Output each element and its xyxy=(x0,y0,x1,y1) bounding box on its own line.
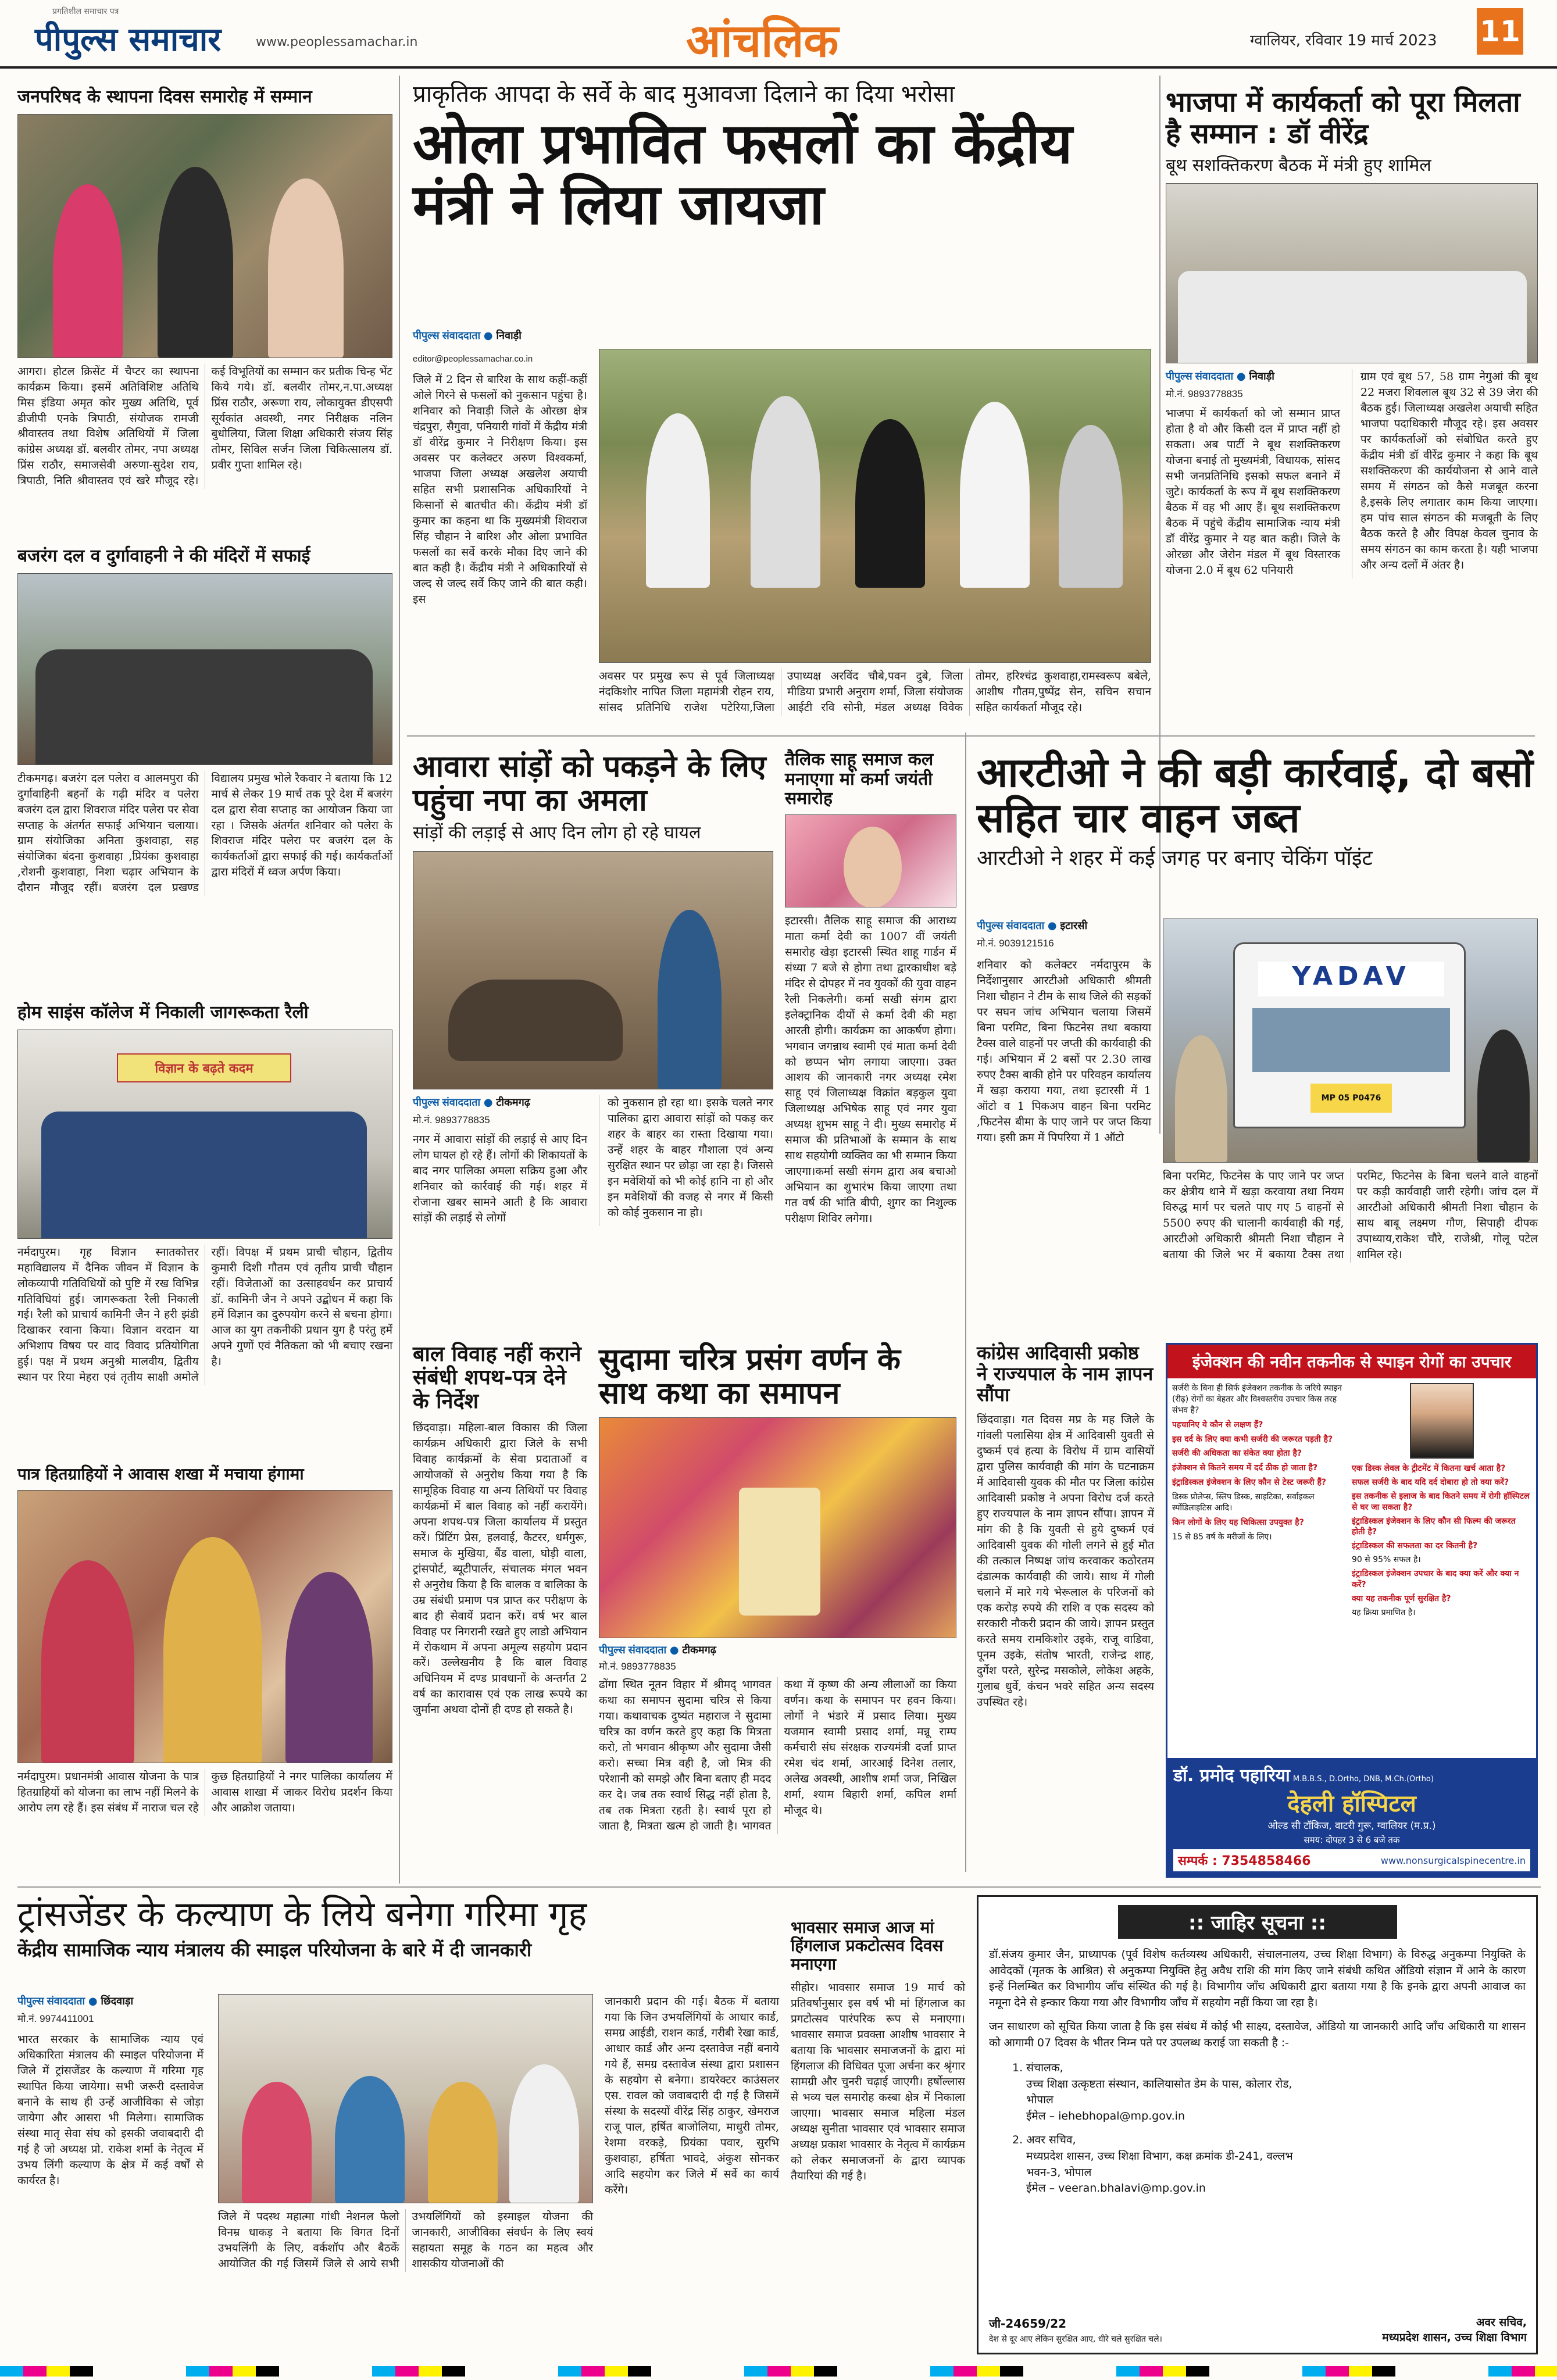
sudama-mobile: मो.नं. 9893778835 xyxy=(599,1661,676,1673)
rto-text-3: टैक्स तथा परमिट, फिटनेस के बिना चलने वाले वाहनों पर कड़ी कार्यवाही जारी रहेगी। जांच दल में आरटीओ अधिकारी श्रीमती निशा चौहान के साथ बाबू लक्ष्मण गौण, सिपाही दीपक उपाध्याय,राकेश चौरे, राजेश्री, गोलू पटेल शामिल रहे। xyxy=(1302,1170,1538,1261)
ad-left-8: 15 से 85 वर्ष के मरीजों के लिए। xyxy=(1172,1532,1272,1542)
bajrang-text-1: टीकमगढ़। बजरंग दल पलेरा व आलमपुरा की दुर्गावाहिनी बहनों के गढ़ी मंदिर व पलेरा बजरंग दल द्वारा शिवराज मंदिर पलेरा पर सेवा सप्ताह के अंतर्गत सफाई अभियान चलाया। ग्राम संयोजिका अनिता कुशवाहा, सह संयोजिका बंदना कुशवाहा ,प्रियंका कुशवाहा ,रोशनी कुशवाहा, निशा चढ़ार अभियान के दौरान मौजूद रहीं। बजरंग दल xyxy=(17,771,199,895)
homescience-text-1: नर्मदापुरम। गृह विज्ञान स्नातकोत्तर महाविद्यालय में दैनिक जीवन में विज्ञान के लोकव्यापी गतिविधियों को पुष्टि में रख विभिन्न गतिविधियां हुई। जागरूकता रैली निकाली गई। रैली को प्राचार्य कामिनी जैन ने हरी झंडी दिखाकर रवाना किया। विज्ञान वरदान या अभिशाप विषय पर वाद विवाद प्रतियोगिता हुई। पक्ष में प्रथम अनुश्री मालवीय, द्वितीय स्थान पर रिया मेहरा एवं xyxy=(17,1245,199,1384)
awas-text-1: नर्मदापुरम। प्रधानमंत्री आवास योजना के पात्र हितग्राहियों को योजना का लाभ नहीं मिलने के आरोप लग रहे हैं। इस संबंध में xyxy=(17,1770,199,1815)
notice-headline: :: जाहिर सूचना :: xyxy=(1118,1905,1397,1939)
ad-left-6: डिस्क प्रोलेप्स, स्लिप डिस्क, साइटिका, सर्वाइकल स्पोंडिलाइटिस आदि। xyxy=(1172,1492,1315,1513)
ad-right-1: सफल सर्जरी के बाद यदि दर्द दोबारा हो तो क्या करें? xyxy=(1352,1477,1509,1487)
bajrang-headline: बजरंग दल व दुर्गावाहनी ने की मंदिरों में सफाई xyxy=(17,546,310,566)
awara-text-2: को नुकसान हो रहा था। इसके चलते नगर पालिका द्वारा आवारा सांड़ों को पकड़ कर शहर के बाहर का रास्ता दिखाया गया। उन्हें शहर के बाहर गौशाला एवं अन्य सुरक्षित स्थान पर छोड़ा जा रहा है। जिससे इन मवेशियों को भी कोई हानि ना हो और इन मवेशियों की वजह से नगर में किसी को कोई नुकसान ना हो। xyxy=(599,1095,773,1226)
transgender-mobile: मो.नं. 9974411001 xyxy=(17,2013,94,2024)
ola-place: निवाड़ी xyxy=(496,330,522,342)
hospital-ad xyxy=(1166,1343,1538,1878)
bhajpa-place: निवाड़ी xyxy=(1249,370,1274,383)
notice-sign-2: मध्यप्रदेश शासन, उच्च शिक्षा विभाग xyxy=(1382,2331,1527,2344)
ad-address: ओल्ड सी टॉकिज, वाटरी गुरू, ग्वालियर (म.प्र.) xyxy=(1267,1820,1436,1832)
logo: पीपुल्स समाचार xyxy=(35,21,222,59)
awara-headline: आवारा सांड़ों को पकड़ने के लिए पहुंचा नपा का अमला xyxy=(413,749,766,819)
rto-headline: आरटीओ ने की बड़ी कार्रवाई, दो बसों सहित चार वाहन जब्त xyxy=(977,749,1533,842)
ola-kicker: प्राकृतिक आपदा के सर्वे के बाद मुआवजा दिलाने का दिया भरोसा xyxy=(413,81,955,108)
notice-para-1: डॉ.संजय कुमार जैन, प्राध्यापक (पूर्व विशेष कर्तव्यस्थ अधिकारी, संचालनालय, उच्च शिक्षा विभाग) के विरुद्ध अनुकम्पा नियुक्ति के आवेदकों (मृतक के आश्रित) से अनुकम्पा नियुक्ति हेतु अवैध राशि की मांग किए जाने संबंधी कथित ऑडियो संज्ञान में आने के कारण इन्हें निलम्बित कर विभागीय जाँच संस्थित की गई है। विभागीय जाँच अधिकारी द्वारा बताया गया है कि इनके द्वारा अपनी आवाज का नमूना देने से इन्कार किया गया और विभागीय जाँच में सहयोग नहीं किया जा रहा है। xyxy=(989,1948,1526,2009)
ad-website: www.nonsurgicalspinecentre.in xyxy=(1380,1854,1526,1866)
tailik-article xyxy=(785,750,956,1227)
janparishad-article xyxy=(17,87,392,489)
awas-photo xyxy=(17,1490,392,1763)
tailik-headline: तैलिक साहू समाज कल मनाएगा मां कर्मा जयंती समारोह xyxy=(785,749,934,809)
ola-byline: पीपुल्स संवाददाता xyxy=(413,330,481,341)
ad-doctor: डॉ. प्रमोद पहारिया xyxy=(1173,1766,1290,1786)
notice-addr1-title: 1. संचालक, xyxy=(1012,2061,1063,2075)
balvivah-text: छिंदवाड़ा। महिला-बाल विकास की जिला कार्यक्रम अधिकारी द्वारा जिले के सभी विवाह कार्यक्रमों के सेवा प्रदाताओं व आयोजकों से अनुरोध किया गया है कि सामूहिक विवाह या अन्य तिथियों पर विवाह कार्यक्रमों में बाल विवाह को नहीं करायेंगे। अपना शपथ-पत्र जिला कार्यालय में प्रस्तुत करें। प्रिंटिंग प्रेस, हलवाई, कैटरर, धर्मगुरू, समाज के मुखिया, बैंड वाला, घोड़ी वाला, ट्रांसपोर्ट, ब्यूटीपार्लर, संचालक मंगल भवन से अनुरोध किया है कि बालक व बालिका के उम्र संबंधी प्रमाण पत्र प्राप्त कर परीक्षण के बाद ही सेवायें प्रदान करें। वर्ष भर बाल विवाह पर निगरानी रखते हुए लाडो अभियान में रोकथाम में अपना अमूल्य सहयोग प्रदान करें। उल्लेखनीय है कि बाल विवाह अधिनियम में दण्ड प्रावधानों के अन्तर्गत 2 वर्ष का कारावास एवं एक लाख रूपये का जुर्माना अथवा दोनों ही दण्ड हो सकते है। xyxy=(413,1421,587,1717)
sudama-text-2: तब तक मित्रता रहती है। स्वार्थ पूरा हो जाता है, मित्रता खत्म हो जाती है। भागवत कथा में कृष्ण की अन्य लीलाओं का किया वर्णन। कथा के समापन पर हवन किया। लोगों ने भंडारे में प्रसाद लिया। मुख्य यजमान स्वामी प्रसाद शर्मा, मन्नू राम्प कर्मचारी संघ संरक्षक राज्यमंत्री दर्जा प्राप्त रमेश चंद शर्मा, आरआई दिनेश तलार, अलेख अवस्थी, आशीष शर्मा जज, निखिल शर्मा, श्याम बिहारी शर्मा, कपिल शर्मा मौजूद थे। xyxy=(599,1678,956,1833)
ola-headline: ओला प्रभावित फसलों का केंद्रीय मंत्री ने लिया जायजा xyxy=(413,110,1073,238)
homescience-article xyxy=(17,1003,392,1385)
bhajpa-mobile: मो.नं. 9893778835 xyxy=(1166,388,1243,400)
congress-headline: कांग्रेस आदिवासी प्रकोष्ठ ने राज्यपाल के नाम ज्ञापन सौंपा xyxy=(977,1342,1154,1406)
notice-para-2: जन साधारण को सूचित किया जाता है कि इस संबंध में कोई भी साक्ष्य, दस्तावेज, ऑडियो या जानकारी आदि जाँच अधिकारी या शासन को आगामी 07 दिवस के भीतर निम्न पते पर उपलब्ध कराई जा सकती है :- xyxy=(989,2020,1526,2049)
tailik-text: इटारसी। तैलिक साहू समाज की आराध्य माता कर्मा देवी का 1007 वीं जयंती समारोह खेड़ा इटारसी स्थित शाहू गार्डन में संध्या 7 बजे से होगा तथा द्वारकाधीश बड़े मंदिर से दोपहर में नव युवकों की युवा वाहन रैली निकलेगी। कर्मा सखी संगम द्वारा इलेक्ट्रानिक दीयों से कर्मा देवी की महा आरती होगी। कार्यक्रम का आकर्षण होगा। भगवान जगन्नाथ स्वामी एवं माता कर्मा देवी को छप्पन भोग लगाया जाएगा। उक्त आशय की जानकारी नगर अध्यक्ष रमेश साहू एवं जिलाध्यक्ष विक्रांत बड़कुल युवा जिलाध्यक्ष अभिषेक साहू एवं नगर युवा अध्यक्ष शुभम साहू ने दी। मुख्य समारोह में समाज की प्रतिभाओं के सम्मान के साथ साथ सहयोगी व्यक्तिव का भी सम्मान किया जाएगा।कर्मा सखी संगम द्वारा अब बचाओ अभियान का शुभारंभ किया जाएगा तथा गत वर्ष की भांति बीपी, शुगर का निशुल्क परीक्षण शिविर लगेगा। xyxy=(785,914,956,1225)
logo-tagline: प्रगतिशील समाचार पत्र xyxy=(52,7,119,16)
bajrang-photo xyxy=(17,573,392,765)
ad-left-2: इस दर्द के लिए क्या कभी सर्जरी की जरूरत पड़ती है? xyxy=(1172,1434,1333,1444)
homescience-text-2: तृतीय साक्षी अमोले रहीं। विपक्ष में प्रथम प्राची चौहान, द्वितीय कुमारी दिशी गौतम एवं तृतीय प्राची चौहान रहीं। विजेताओं का उत्साहवर्धन कर प्राचार्य डॉ. कामिनी जैन ने अपने उद्बोधन में कहा कि हमें विज्ञान का दुरुपयोग करने से बचना होगा। आज का युग तकनीकी प्रधान युग है परंतु हमें अपने गुणों एवं नैतिकता को भी बचाए रखना है। xyxy=(120,1245,392,1384)
ola-text-3: उपाध्यक्ष अरविंद चौबे,पवन दुबे, जिला मीडिया प्रभारी अनुराग शर्मा, जिला संयोजक आईटी रवि सोनी, मंडल अध्यक्ष विवेक तोमर, xyxy=(787,670,999,714)
bhavsar-text: सीहोर। भावसार समाज 19 मार्च को प्रतिवर्षानुसार इस वर्ष भी मां हिंगलाज का प्रगटोत्सव पारंपरिक रूप से मनाएगा। भावसार समाज प्रवक्ता आशीष भावसार ने बताया कि भावसार समाजजनों के द्वारा मां हिंगलाज की विधिवत पूजा अर्चना कर श्रृंगार सामग्री और चुनरी चढ़ाई जाएगी। हर्षोल्लास से भव्य चल समारोह कस्बा क्षेत्र में निकाला जाएगा। भावसार समाज महिला मंडल अध्यक्ष सुनीता भावसार एवं भावसार समाज अध्यक्ष प्रकाश भावसार के नेतृत्व में कार्यक्रम को लेकर समाजजनों के द्वारा व्यापक तैयारियां की गई है। xyxy=(791,1981,965,2182)
sudama-article: सुदामा चरित्र प्रसंग वर्णन के साथ कथा का समापन पीपुल्स संवाददाता ● टीकमगढ़ मो.नं. 9893778835 ढोंगा स्थित नूतन विहार में श्रीमद् भागवत कथा का समापन सुदामा चरित्र से किया गया। कथावाचक दुष्यंत महाराज ने सुदामा चरित्र का वर्णन करते हुए कहा कि मित्रता करो, तो भगवान श्रीकृष्ण और सुदामा जैसी करो। सच्चा मित्र वही है, जो मित्र की परेशानी को समझे और बिना बताए ही मदद कर दे। जब तक स्वार्थ सिद्ध नहीं होता है, तब तक मित्रता रहती है। स्वार्थ पूरा हो जाता है, मित्रता खत्म हो जाती है। भागवत कथा में कृष्ण की अन्य लीलाओं का किया वर्णन। कथा के समापन पर हवन किया। लोगों ने भंडारे में प्रसाद लिया। मुख्य यजमान स्वामी प्रसाद शर्मा, मन्नू राम्प कर्मचारी संघ संरक्षक राज्यमंत्री दर्जा प्राप्त रमेश चंद शर्मा, आरआई दिनेश तलार, अलेख अवस्थी, आशीष शर्मा जज, निखिल शर्मा, श्याम बिहारी शर्मा, कपिल शर्मा मौजूद थे। xyxy=(599,1342,956,1833)
transgender-text-3: आये सभी उभयलिंगियों को इस्माइल योजना की जानकारी, आजीविका संवर्धन के लिए स्वयं सहायता समूह के गठन का महत्व और शासकीय योजनाओं की xyxy=(358,2210,593,2270)
color-bar xyxy=(0,2366,1557,2377)
ad-left-5: इंट्राडिस्कल इंजेक्शन के लिए कौन से टेस्ट जरूरी हैं? xyxy=(1172,1478,1327,1488)
ola-article xyxy=(413,81,1151,236)
doctor-photo xyxy=(1410,1383,1474,1459)
awara-byline: पीपुल्स संवाददाता xyxy=(413,1096,481,1109)
public-notice xyxy=(977,1895,1538,2354)
ad-right-5: 90 से 95% सफल है। xyxy=(1352,1555,1421,1565)
page-number: 11 xyxy=(1477,8,1523,55)
balvivah-headline: बाल विवाह नहीं कराने संबंधी शपथ-पत्र देने के निर्देश xyxy=(413,1342,581,1413)
bhajpa-byline: पीपुल्स संवाददाता xyxy=(1166,370,1234,383)
notice-sign-1: अवर सचिव, xyxy=(1476,2316,1527,2329)
homescience-headline: होम साइंस कॉलेज में निकाली जागरूकता रैली xyxy=(17,1002,309,1023)
section-title: आंचलिक xyxy=(686,15,839,67)
transgender-headline: ट्रांसजेंडर के कल्याण के लिये बनेगा गरिमा गृह xyxy=(17,1894,587,1935)
sudama-text-1: ढोंगा स्थित नूतन विहार में श्रीमद् भागवत कथा का समापन सुदामा चरित्र से किया गया। कथावाचक दुष्यंत महाराज ने सुदामा चरित्र का वर्णन करते हुए कहा कि मित्रता करो, तो भगवान श्रीकृष्ण और सुदामा जैसी करो। सच्चा मित्र वही है, जो मित्र की परेशानी को समझे और बिना बताए ही मदद कर दे। जब तक स्वार्थ सिद्ध नहीं होता है, xyxy=(599,1678,772,1802)
ad-doctor-quals: M.B.B.S., D.Ortho, DNB, M.Ch.(Ortho) xyxy=(1292,1775,1434,1784)
rto-kicker: आरटीओ ने शहर में कई जगह पर बनाए चेकिंग पॉइंट xyxy=(977,846,1373,870)
transgender-kicker: केंद्रीय सामाजिक न्याय मंत्रालय की स्माइल परियोजना के बारे में दी जानकारी xyxy=(17,1939,532,1961)
janparishad-text-2: श्रीवास्तव एवं खरे मौजूद रहे।कई विभूतियों का सम्मान कर प्रतीक चिन्ह भेंट किये गये। डॉ. बलवीर तोमर,न.पा.अध्यक्ष प्रिंस राठौर, अरूणा राय, लोकायुक्त डीएसपी सूर्यकांत अवस्थी, नगर निरीक्षक नलिन बुधोलिया, जिला शिक्षा अधिकारी संजय सिंह तोमर, सिविल सर्जन जिला चिकित्सालय डॉ. प्रवीर गुप्ता शामिल रहे। xyxy=(77,364,392,488)
homescience-banner: विज्ञान के बढ़ते कदम xyxy=(117,1053,291,1082)
notice-addr2-email: ईमेल – veeran.bhalavi@mp.gov.in xyxy=(1026,2182,1206,2195)
ad-left-0: सर्जरी के बिना ही सिर्फ इंजेक्शन तकनीक के जरिये स्पाइन (रीढ़) रोगों का बेहतर और विश्वस्तरीय उपचार किस तरह संभव है? xyxy=(1172,1384,1342,1415)
homescience-photo xyxy=(17,1030,392,1239)
transgender-photo xyxy=(218,1994,593,2203)
ad-right-2: इस तकनीक से इलाज के बाद कितने समय में रोगी हॉस्पिटल से घर जा सकता है? xyxy=(1352,1491,1530,1512)
rto-place: इटारसी xyxy=(1060,920,1088,932)
ad-right-0: एक डिस्क लेवल के ट्रीटमेंट में कितना खर्च आता है? xyxy=(1352,1464,1506,1473)
rto-byline: पीपुल्स संवाददाता xyxy=(977,920,1045,931)
ad-left-4: इंजेक्शन से कितने समय में दर्द ठीक हो जाता है? xyxy=(1172,1463,1318,1473)
awas-text-2: नाराज चल रहे कुछ हितग्राहियों ने नगर पालिका कार्यालय में आवास शाखा में जाकर विरोध प्रदर्शन किया और आक्रोश जताया। xyxy=(142,1770,392,1815)
ad-left-3: सर्जरी की अधिकता का संकेत क्या होता है? xyxy=(1172,1449,1302,1459)
ad-right-8: यह क्रिया प्रमाणित है। xyxy=(1352,1607,1416,1617)
ad-left-1: पहचानिए ये कौन से लक्षण हैं? xyxy=(1172,1420,1263,1430)
ad-hospital: देहली हॉस्पिटल xyxy=(1287,1791,1416,1817)
rto-photo xyxy=(1163,919,1538,1163)
ad-right-4: इंट्राडिस्कल की सफलता का दर कितनी है? xyxy=(1352,1541,1478,1551)
awara-photo xyxy=(413,851,773,1089)
ola-text-4: हरिश्चंद्र कुशवाहा,रामस्वरूप बबेले, आशीष गौतम,पुष्पेंद्र सेन, सचिन सचान सहित कार्यकर्ता मौजूद रहे। xyxy=(976,670,1151,714)
bhavsar-headline: भावसार समाज आज मां हिंगलाज प्रकटोत्सव दिवस मनाएगा xyxy=(791,1918,944,1974)
sudama-photo xyxy=(599,1417,956,1638)
ad-left-7: किन लोगों के लिए यह चिकित्सा उपयुक्त है? xyxy=(1172,1517,1304,1527)
awara-mobile: मो.नं. 9893778835 xyxy=(413,1114,490,1126)
sudama-headline: सुदामा चरित्र प्रसंग वर्णन के साथ कथा का समापन xyxy=(599,1342,901,1411)
rto-bus-label: YADAV xyxy=(1258,962,1444,996)
ad-right-6: इंट्राडिस्कल इंजेक्शन उपचार के बाद क्या करें और क्या न करें? xyxy=(1352,1569,1519,1590)
ad-phone: 7354858466 xyxy=(1222,1854,1311,1868)
janparishad-text-1: आगरा। होटल क्रिसेंट में चैप्टर का स्थापना कार्यक्रम किया। इसमें अतिविशिष्ट अतिथि मिस इंडिया अमृत कोर मुख्य अतिथि, पूर्व डीजीपी एनके त्रिपाठी, संयोजक रामजी श्रीवास्तव तथा विशेष अतिथियों में जिला कांग्रेस अध्यक्ष डॉ. बलवीर तोमर, नपा अध्यक्ष प्रिंस राठौर, समाजसेवी अरुणा-सुदेश राय, त्रिपाठी, निति xyxy=(17,364,199,488)
rto-text-2: बिना परमिट, फिटनेस के पाए जाने पर जप्त कर क्षेत्रीय थाने में खड़ा करवाया तथा नियम विरुद्ध मार्ग पर चलते पाए गए 5 वाहनों से 5500 रुपए की चालानी कार्यवाही की गई, आरटीओ अधिकारी श्रीमती निशा चौहान ने बताया की जिले भर में बकाया xyxy=(1163,1170,1344,1261)
bhajpa-kicker: बूथ सशक्तिकरण बैठक में मंत्री हुए शामिल xyxy=(1166,155,1431,176)
bhavsar-article xyxy=(791,1918,965,2184)
bhajpa-text-2: ग्राम एवं बूथ 57, 58 ग्राम नेगुआं की बूथ 22 मजरा शिवलाल बूथ 32 से 39 जेरा की बैठक हुई। जिलाध्यक्ष अखलेश अयाची सहित भाजपा पदाधिकारी मौजूद रहे। इस अवसर पर कार्यकर्ताओं को संबोधित करते हुए केंद्रीय मंत्री डॉ वीरेंद्र कुमार ने कहा कि बूथ सशक्तिकरण की कार्ययोजना से आने वाले समय में संगठन को कैसे मजबूत करना है,इसके लिए लगातार काम किया जाएगा। हम पांच साल संगठन की मजबूती के लिए बैठक करते है और विपक्ष केवल चुनाव के समय संगठन का काम करता है। यही भाजपा और अन्य दलों में अंतर है। xyxy=(1352,369,1538,578)
ola-photo xyxy=(599,349,1151,663)
dateline: ग्वालियर, रविवार 19 मार्च 2023 xyxy=(1250,32,1437,49)
rto-text-1: शनिवार को कलेक्टर नर्मदापुरम के निर्देशानुसार आरटीओ अधिकारी श्रीमती निशा चौहान ने टीम के साथ जिले की सड़कों पर सघन जांच अभियान चलाया जिसमें बिना परमिट, बिना फिटनेस तथा बकाया टैक्स वाले वाहनों पर जप्ती की कार्यवाही की गई। अभियान में 2 बसों पर 2.30 लाख रुपए टैक्स बाकी होने पर परिवहन कार्यालय में खड़ा कराया गया, तथा इटारसी में 1 ऑटो व 1 पिकअप वाहन बिना परमिट ,फिटनेस बीमा के पाए जाने पर जप्त किया गया। इसी क्रम में पिपरिया में 1 ऑटो xyxy=(977,959,1151,1144)
awara-text-1: नगर में आवारा सांड़ों की लड़ाई से आए दिन लोग घायल हो रहे हैं। लोगों की शिकायतों के बाद नगर पालिका अमला सक्रिय हुआ और शनिवार को कार्रवाई की गई। शहर में रोजाना खबर सामने आती है कि आवारा सांड़ों की लड़ाई से लोगों xyxy=(413,1133,587,1224)
site-url: www.peoplessamachar.in xyxy=(256,35,418,49)
sudama-place: टीकमगढ़ xyxy=(682,1644,716,1657)
ad-contact-label: सम्पर्क : xyxy=(1178,1854,1217,1868)
ola-email: editor@peoplessamachar.co.in xyxy=(413,354,533,364)
ad-right-3: इंट्राडिस्कल इंजेक्शन के लिए कौन सी फिल्म की जरूरत होती है? xyxy=(1352,1516,1516,1537)
transgender-place: छिंदवाड़ा xyxy=(101,1995,134,2007)
transgender-text-4: जानकारी प्रदान की गई। बैठक में बताया गया कि जिन उभयलिंगियों के आधार कार्ड, समग्र आईडी, राशन कार्ड, गरीबी रेखा कार्ड, आधार कार्ड और अन्य दस्तावेज नहीं बनाये गये हैं, समग्र दस्तावेज संस्था द्वारा प्रशासन के सहयोग से बनेगा। डायरेक्टर काउंसलर एस. रावल को जवाबदारी दी गई है जिसमें संस्था के सदस्यों वीरेंद्र सिंह ठाकुर, खेमराज राजू पाल, हर्षित बाजोलिया, माधुरी तोमर, रेशमा वरकड़े, प्रियंका पवार, सुरभि कुशवाहा, हर्षिता भावदे, अंकुश सोनकर आदि सहयोग कर जिले में सर्वे का कार्य करेंगे। xyxy=(605,1995,779,2196)
congress-article xyxy=(977,1343,1154,1710)
notice-addr1-email: ईमेल – iehebhopal@mp.gov.in xyxy=(1026,2109,1185,2122)
awara-place: टीकमगढ़ xyxy=(496,1096,530,1109)
bhajpa-headline: भाजपा में कार्यकर्ता को पूरा मिलता है सम्मान : डॉ वीरेंद्र xyxy=(1166,86,1520,150)
bhajpa-photo xyxy=(1166,183,1538,363)
notice-note: देश से दूर आए लेकिन सुरक्षित आए, धीरे चले सुरक्षित चले। xyxy=(989,2335,1162,2344)
awara-kicker: सांड़ों की लड़ाई से आए दिन लोग हो रहे घायल xyxy=(413,823,701,844)
ola-text-1: जिले में 2 दिन से बारिश के साथ कहीं-कहीं ओले गिरने से फसलों को नुकसान पहुंचा है। शनिवार को निवाड़ी जिले के ओरछा क्षेत्र चंद्रपुरा, सैगुवा, पनियारी गांवों में केंद्रीय मंत्री डॉ वीरेंद्र कुमार ने निरीक्षण किया। इस अवसर पर कलेक्टर अरुण विश्वकर्मा, भाजपा जिला अध्यक्ष अखलेश अयाची सहित सभी प्रशासनिक अधिकारियों ने किसानों से बातचीत की। केंद्रीय मंत्री डॉ कुमार का कहना था कि मुख्यमंत्री शिवराज सिंह चौहान ने बारिश और ओला प्रभावित फसलों का सर्वे करके मौका दिए जाने की बात कही है। केंद्रीय मंत्री ने अधिकारियों से जल्द से जल्द सर्वे किए जाने की बात कही। इस xyxy=(413,373,587,606)
transgender-byline: पीपुल्स संवाददाता xyxy=(17,1995,85,2007)
awas-headline: पात्र हितग्राहियों ने आवास शखा में मचाया हंगामा xyxy=(17,1464,304,1484)
awara-article: आवारा सांड़ों को पकड़ने के लिए पहुंचा नपा का अमला सांड़ों की लड़ाई से आए दिन लोग हो रहे घायल पीपुल्स संवाददाता ● टीकमगढ़ मो.नं. 9893778835 नगर में आवारा सांड़ों की लड़ाई से आए दिन लोग घायल हो रहे हैं। लोगों की शिकायतों के बाद नगर पालिका अमला सक्रिय हुआ और शनिवार को कार्रवाई की गई। शहर में रोजाना खबर सामने आती है कि आवारा सांड़ों की लड़ाई से लोगों को नुकसान हो रहा था। इसके चलते नगर पालिका द्वारा आवारा सांड़ों को पकड़ कर शहर के बाहर का रास्ता दिखाया गया। उन्हें शहर के बाहर गौशाला एवं अन्य सुरक्षित स्थान पर छोड़ा जा रहा है। जिससे इन मवेशियों को भी कोई हानि ना हो और इन मवेशियों की वजह से नगर में किसी को कोई नुकसान ना हो। xyxy=(413,750,773,1226)
rto-article xyxy=(977,750,1538,870)
transgender-text-1: भारत सरकार के सामाजिक न्याय एवं अधिकारिता मंत्रालय की स्माइल परियोजना में जिले में ट्रांसजेंडर के कल्याण में गरिमा गृह स्थापित किया जायेगा। सभी जरूरी दस्तावेज बनाने के साथ ही उन्हें आजीविका से जोड़ा जायेगा और आसरा भी मिलेगा। सामाजिक संस्था मातृ सेवा संघ को इसकी जवाबदारी दी गई है जो अध्यक्ष प्रो. राकेश शर्मा के नेतृत्व में उभय लिंगी कल्याण के क्षेत्र में कई वर्षों से कार्यरत है। xyxy=(17,2033,203,2187)
bajrang-article xyxy=(17,546,392,896)
transgender-text-2: जिले में पदस्थ महात्मा गांधी नेशनल फेलो विनम्र धाकड़ ने बताया कि विगत दिनों उभयलिंगी के लिए, वर्कशॉप और बैठकें आयोजित की गई जिसमें जिले से xyxy=(218,2210,399,2270)
ola-text-2: अवसर पर प्रमुख रूप से पूर्व जिलाध्यक्ष नंदकिशोर नापित जिला महामंत्री रोहन राय, सांसद प्रतिनिधि राजेश पटेरिया,जिला xyxy=(599,670,774,714)
janparishad-headline: जनपरिषद के स्थापना दिवस समारोह में सम्मान xyxy=(17,87,312,107)
balvivah-article xyxy=(413,1343,587,1718)
janparishad-photo xyxy=(17,114,392,358)
notice-ref: जी-24659/22 xyxy=(989,2317,1067,2331)
bhajpa-article: भाजपा में कार्यकर्ता को पूरा मिलता है सम्मान : डॉ वीरेंद्र बूथ सशक्तिकरण बैठक में मंत्री हुए शामिल पीपुल्स संवाददाता ● निवाड़ी मो.नं. 9893778835 भाजपा में कार्यकर्ता को जो सम्मान प्राप्त होता है वो और किसी दल में प्राप्त नहीं हो सकता। अब पार्टी ने बूथ सशक्तिकरण योजना बनाई तो मुख्यमंत्री, विधायक, सांसद सभी जनप्रतिनिधि इसको सफल बनाने में जुटे। कार्यकर्ता के रूप में बूथ सशक्तिकरण बैठक में वह भी आए हैं। बूथ सशक्तिकरण बैठक में पहुंचे केंद्रीय सामाजिक न्याय मंत्री डॉ वीरेंद्र कुमार ने यह बात कही। जिले के ओरछा और जेरोन मंडल में बूथ विस्तारक योजना 2.0 में बूथ 62 पनियारी ग्राम एवं बूथ 57, 58 ग्राम नेगुआं की बूथ 22 मजरा शिवलाल बूथ 32 से 39 जेरा की बैठक हुई। जिलाध्यक्ष अखलेश अयाची सहित भाजपा पदाधिकारी मौजूद रहे। इस अवसर पर कार्यकर्ताओं को संबोधित करते हुए केंद्रीय मंत्री डॉ वीरेंद्र कुमार ने कहा कि बूथ सशक्तिकरण की कार्ययोजना से आने वाले समय में संगठन को कैसे मजबूत करना है,इसके लिए लगातार काम किया जाएगा। हम पांच साल संगठन की मजबूती के लिए बैठक करते है और विपक्ष केवल चुनाव के समय संगठन का काम करता है। यही भाजपा और अन्य दलों में अंतर है। xyxy=(1166,87,1538,578)
notice-addr2: मध्यप्रदेश शासन, उच्च शिक्षा विभाग, कक्ष क्रमांक डी-241, वल्लभ भवन-3, भोपाल xyxy=(1026,2150,1293,2179)
notice-addr2-title: 2. अवर सचिव, xyxy=(1012,2134,1076,2147)
awas-article xyxy=(17,1465,392,1816)
rto-bus-plate: MP 05 P0476 xyxy=(1310,1084,1392,1113)
sudama-byline: पीपुल्स संवाददाता xyxy=(599,1644,667,1656)
congress-text: छिंदवाड़ा। गत दिवस मप्र के मह जिले के गांवली पलासिया क्षेत्र में आदिवासी युवती से दुष्कर्म एवं हत्या के विरोध में ग्राम वासियों द्वारा पुलिस कार्यवाही की मांग के घटनाक्रम में आदिवासी युवक की मौत पर जिला कांग्रेस आदिवासी प्रकोष्ठ ने अपना विरोध दर्ज करते हुए राज्यपाल के नाम ज्ञापन सौंपा। ज्ञापन में मांग की है कि युवती से हुये दुष्कर्म एवं आदिवासी युवक की गोली लगने से हुई मौत की तत्काल निष्पक्ष जांच करवाकर कठोरतम दंडात्मक कार्यवाही की जाये। साथ में गोली चलाने में मारे गये भेरूलाल के परिजनों को एक करोड़ रुपये की राशि व एक सदस्य को सरकारी नौकरी प्रदान की जाये। ज्ञापन प्रस्तुत करते समय रामकिशोर उइके, राजू वाडिवा, पूनम उइके, संतोष भारती, राजेन्द्र शाह, दुर्गेश परते, सुरेन्द्र मसकोले, लोकेश अहके, गुलाब धुर्वे, कंचन भवरे सहित अन्य सदस्य उपस्थित रहे। xyxy=(977,1413,1154,1709)
bhajpa-text-1: भाजपा में कार्यकर्ता को जो सम्मान प्राप्त होता है वो और किसी दल में प्राप्त नहीं हो सकता। अब पार्टी ने बूथ सशक्तिकरण योजना बनाई तो मुख्यमंत्री, विधायक, सांसद सभी जनप्रतिनिधि इसको सफल बनाने में जुटे। कार्यकर्ता के रूप में बूथ सशक्तिकरण बैठक में वह भी आए हैं। बूथ सशक्तिकरण बैठक में पहुंचे केंद्रीय सामाजिक न्याय मंत्री डॉ वीरेंद्र कुमार ने यह बात कही। जिले के ओरछा और जेरोन मंडल में बूथ विस्तारक योजना 2.0 में बूथ 62 पनियारी xyxy=(1166,407,1340,577)
bajrang-text-2: प्रखण्ड विद्यालय प्रमुख भोले रैकवार ने बताया कि 12 मार्च से लेकर 19 मार्च तक पूरे देश में बजरंग दल द्वारा सेवा सप्ताह का आयोजन किया जा रहा । जिसके अंतर्गत शनिवार को पलेरा के शिवराज मंदिर पलेरा पर बजरंग दल के कार्यकर्ताओं द्वारा सफाई की गई। कार्यकर्ताओं द्वारा मंदिरों में ध्वज अर्पण किया। xyxy=(172,771,392,895)
masthead xyxy=(0,0,1557,69)
rto-mobile: मो.नं. 9039121516 xyxy=(977,938,1054,949)
ad-right-7: क्या यह तकनीक पूर्ण सुरक्षित है? xyxy=(1352,1593,1451,1603)
ad-timing: समय: दोपहर 3 से 6 बजे तक xyxy=(1304,1835,1400,1845)
ad-headline: इंजेक्शन की नवीन तकनीक से स्पाइन रोगों का उपचार xyxy=(1167,1345,1536,1378)
tailik-photo xyxy=(785,814,956,907)
notice-addr1: उच्च शिक्षा उत्कृष्टता संस्थान, कालियासोत डेम के पास, कोलार रोड, भोपाल xyxy=(1026,2077,1292,2107)
